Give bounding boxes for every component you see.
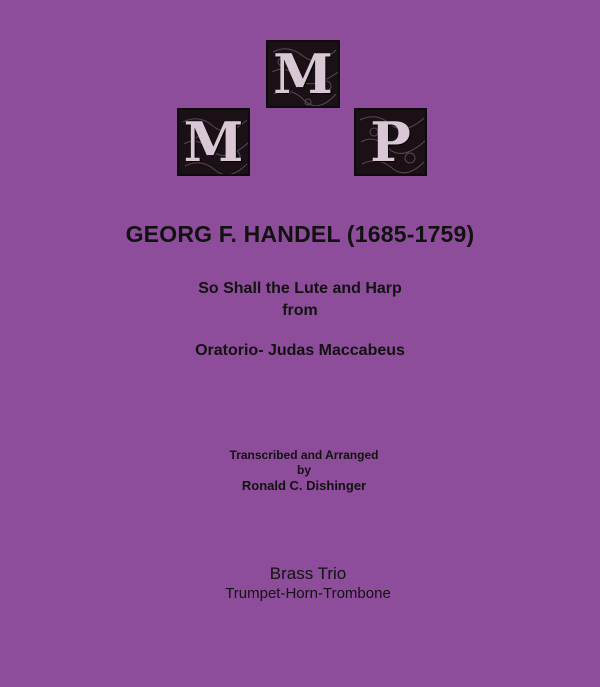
- logo-letter: P: [370, 110, 411, 174]
- work-title: So Shall the Lute and Harp: [198, 280, 402, 297]
- publisher-logo-m-top: [266, 40, 340, 108]
- publisher-logo-p-right: [354, 108, 427, 176]
- work-source: Oratorio- Judas Maccabeus: [195, 342, 405, 359]
- composer-heading: GEORG F. HANDEL (1685-1759): [125, 221, 475, 247]
- arranger-name: Ronald C. Dishinger: [241, 478, 367, 493]
- credit-line: Transcribed and Arranged: [229, 448, 379, 462]
- logo-letter: M: [273, 42, 333, 106]
- work-from: from: [282, 302, 318, 319]
- instrumentation: Trumpet-Horn-Trombone: [225, 585, 391, 602]
- publisher-logo-m-left: [177, 108, 250, 176]
- logo-letter: M: [183, 110, 244, 174]
- ensemble-name: Brass Trio: [269, 564, 347, 583]
- credit-by: by: [296, 463, 311, 477]
